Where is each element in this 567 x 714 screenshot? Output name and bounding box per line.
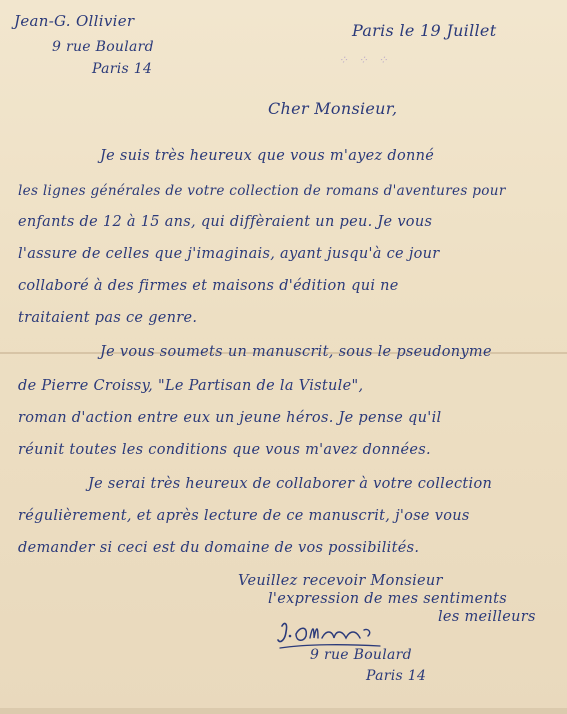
dateline: Paris le 19 Juillet	[352, 21, 497, 40]
body-line: collaboré à des firmes et maisons d'édition qui ne	[18, 278, 399, 294]
body-line: enfants de 12 à 15 ans, qui diffèraient un peu. Je vous	[18, 214, 433, 230]
body-line: régulièrement, et après lecture de ce manuscrit, j'ose vous	[18, 508, 470, 524]
body-line: Je serai très heureux de collaborer à votre collection	[88, 476, 493, 492]
body-line: Je vous soumets un manuscrit, sous le pseudonyme	[100, 344, 492, 360]
sender-name: Jean-G. Ollivier	[14, 12, 135, 30]
body-line: les lignes générales de votre collection de romans d'aventures pour	[18, 183, 506, 199]
faint-stamp-mark: ⁘ ⁘ ⁘	[338, 53, 391, 67]
footer-street: 9 rue Boulard	[310, 647, 412, 663]
footer-city: Paris 14	[366, 668, 427, 684]
body-line: l'assure de celles que j'imaginais, ayant jusqu'à ce jour	[18, 246, 440, 262]
salutation: Cher Monsieur,	[268, 99, 398, 118]
body-line: traitaient pas ce genre.	[18, 310, 198, 326]
closing-line: l'expression de mes sentiments	[268, 591, 507, 607]
paper-bottom-edge	[0, 708, 567, 714]
body-line: roman d'action entre eux un jeune héros. Je pense qu'il	[18, 410, 442, 426]
body-line: réunit toutes les conditions que vous m'avez données.	[18, 442, 431, 458]
sender-street: 9 rue Boulard	[52, 39, 154, 55]
body-line: demander si ceci est du domaine de vos possibilités.	[18, 540, 420, 556]
body-line: Je suis très heureux que vous m'ayez donné	[100, 148, 435, 164]
sender-city: Paris 14	[92, 61, 153, 77]
body-line: de Pierre Croissy, "Le Partisan de la Vistule",	[18, 378, 364, 394]
closing-line: Veuillez recevoir Monsieur	[238, 573, 443, 589]
closing-line: les meilleurs	[438, 609, 536, 625]
